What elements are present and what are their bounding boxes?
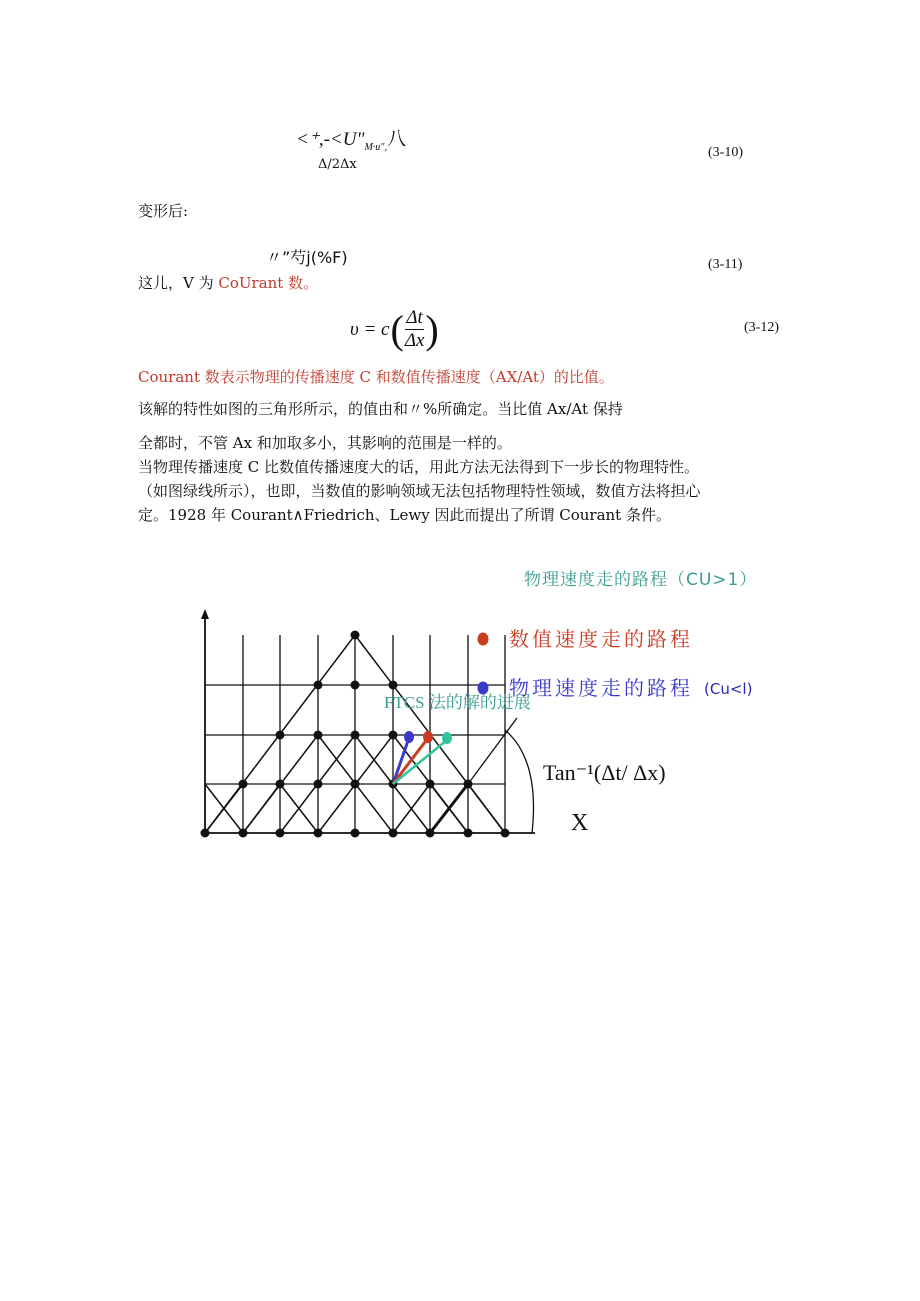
- arrow-numeric-head: [423, 731, 433, 743]
- equation-3-12-denominator: Δx: [404, 330, 425, 351]
- equation-3-12-numerator: Δt: [406, 307, 423, 328]
- equation-number-3-12: (3-12): [744, 320, 779, 335]
- legend-numeric-label: 数值速度走的路程: [509, 627, 693, 651]
- equation-number-3-11: (3-11): [708, 257, 743, 272]
- legend-physical-note: (Cu<l): [704, 680, 753, 698]
- equation-3-10-tail: 八: [386, 129, 406, 150]
- arrow-physical-head: [404, 731, 414, 743]
- equation-3-10-top: <⁺,-<U": [296, 129, 365, 150]
- paragraph-line: 该解的特性如图的三角形所示，的值由和〃%所确定。当比值 Ax/At 保持: [138, 400, 623, 418]
- paragraph-line: 当物理传播速度 C 比数值传播速度大的话，用此方法无法得到下一步长的物理特性。: [138, 458, 700, 476]
- equation-3-12-lhs: υ = c: [350, 318, 390, 340]
- x-axis-label: X: [571, 810, 589, 836]
- line-courant-prefix: 这儿，V 为: [138, 274, 219, 292]
- courant-definition: Courant 数表示物理的传播速度 C 和数值传播速度（AX/At）的比值。: [138, 368, 614, 386]
- tan-label: Tan⁻¹(Δt/ Δx): [543, 760, 666, 785]
- equation-number-3-10: (3-10): [708, 145, 743, 160]
- label-pointer-line: [468, 718, 517, 784]
- legend-physical-label: 物理速度走的路程: [509, 676, 693, 700]
- line-courant-term: CoUrant 数。: [218, 274, 319, 292]
- angle-arc: [505, 730, 533, 833]
- y-axis-arrow: [201, 609, 209, 619]
- figure-title-top: 物理速度走的路程（CU>1）: [524, 570, 758, 590]
- text-after-transform: 变形后:: [138, 202, 189, 220]
- legend-dot-numeric: [478, 633, 489, 646]
- equation-3-11: 〃”芍j(%F): [266, 248, 348, 267]
- equation-3-10-sub: M·u",: [364, 141, 387, 153]
- paragraph-line: 定。1928 年 Courant∧Friedrich、Lewy 因此而提出了所谓 Courant 条件。: [138, 506, 671, 524]
- paragraph-line: 全都时，不管 Ax 和加取多小，其影响的范围是一样的。: [138, 434, 512, 452]
- paragraph-line: （如图绿线所示），也即，当数值的影响领域无法包括物理特性领域，数值方法将担心: [138, 482, 701, 500]
- ftcs-label: FTCS 法的解的进展: [384, 693, 531, 712]
- equation-3-10-denominator: Δ/2Δx: [318, 157, 357, 172]
- equation-3-12: υ = c ( $\frac{\Delta t}{\Delta x}$ ): [350, 307, 439, 352]
- arrow-ftcs-head: [442, 732, 452, 744]
